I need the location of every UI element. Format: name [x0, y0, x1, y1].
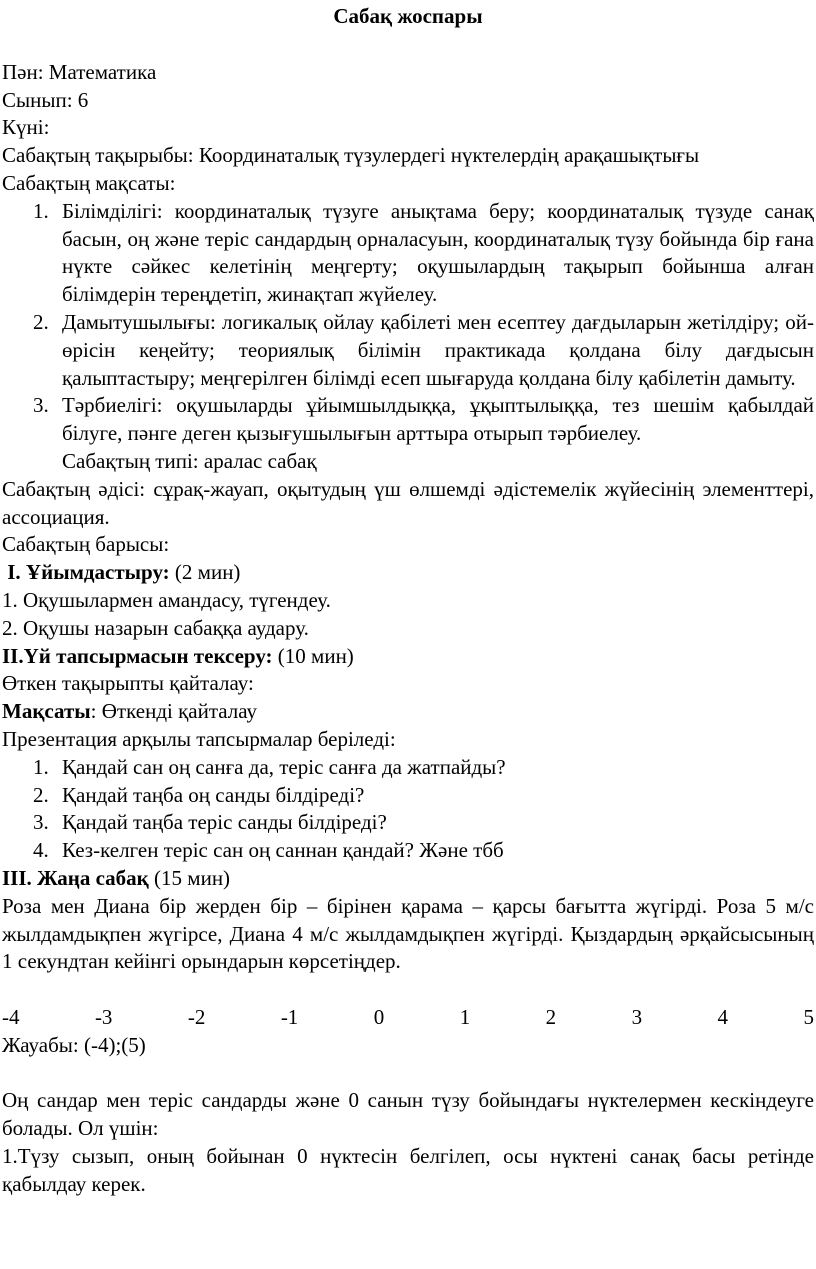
number-line-value: 5 [803, 1004, 814, 1029]
spacer [2, 31, 814, 59]
document-page [0, 3, 816, 1269]
goal-number: 2. [33, 309, 49, 334]
aim-text: : Өткенді қайталау [90, 699, 258, 724]
question-number: 2. [33, 782, 49, 807]
goal-text: Тәрбиелігі: оқушыларды ұйымшылдыққа, ұқыптылыққа, тез шешім қабылдай білуге, пәнге деген қызығушылығын арттыра отырып тәрбиелеу. [62, 393, 814, 446]
lesson-type: Сабақтың типі: аралас сабақ [62, 448, 317, 473]
section-3-title: III. Жаңа сабақ [2, 865, 149, 890]
number-line-value: -3 [94, 1004, 113, 1029]
section-1-title: I. Ұйымдастыру: [2, 560, 170, 585]
date-line: Күні: [2, 115, 50, 140]
number-line-value: 0 [373, 1004, 385, 1029]
goal-text: Білімділігі: координаталық түзуге анықтама беру; координаталық түзуде санақ басын, оң және теріс сандардың орналасуын, координаталық түзу бойында бір ғана нүкте сәйкес келетінің меңгерту; оқушылардың тақырып бойынша алған білімдерін тереңдетіп, жинақтап жүйелеу. [62, 198, 814, 307]
number-line-value: 2 [545, 1004, 557, 1029]
number-line-value: -4 [2, 1004, 20, 1029]
presentation-line: Презентация арқылы тапсырмалар беріледі: [2, 726, 396, 751]
number-line-value: -2 [187, 1004, 206, 1029]
spacer [2, 976, 814, 1004]
number-line [2, 1004, 814, 1032]
grade-line: Сынып: 6 [2, 87, 89, 112]
section-1-item: 1. Оқушылармен амандасу, түгендеу. [2, 587, 331, 612]
answer-line: Жауабы: (-4);(5) [2, 1032, 146, 1057]
question-item [2, 837, 814, 865]
spacer [2, 1059, 814, 1087]
number-line-value: -1 [280, 1004, 299, 1029]
aim-line [2, 698, 814, 726]
section-2-title: II.Үй тапсырмасын тексеру: [2, 643, 273, 668]
goal-number: 3. [33, 393, 49, 418]
step-1-text: 1.Түзу сызып, оның бойынан 0 нүктесін белгілеп, осы нүктені санақ басы ретінде қабылдау керек. [2, 1143, 814, 1196]
number-line-value: 3 [631, 1004, 643, 1029]
goal-item [2, 198, 814, 309]
goal-text: Дамытушылығы: логикалық ойлау қабілеті мен есептеу дағдыларын жетілдіру; ой-өрісін кеңейту; теориялық білімін практикада қолдана білу дағдысын қалыптастыру; меңгерілген білімді есеп шығаруда қолдана білу қабілетін дамыту. [62, 309, 814, 390]
question-number: 4. [33, 838, 49, 863]
goals-list [2, 198, 814, 448]
question-text: Қандай таңба теріс санды білдіреді? [62, 810, 387, 835]
section-3-time: (15 мин) [148, 865, 231, 890]
problem-text: Роза мен Диана бір жерден бір – бірінен қарама – қарсы бағытта жүгірді. Роза 5 м/с жылдамдықпен жүгірсе, Диана 4 м/с жылдамдықпен жүгірді. Қыздардың әрқайсысының 1 секундтан кейінгі орындарын көрсетіңдер. [2, 893, 814, 974]
question-number: 1. [33, 754, 49, 779]
question-number: 3. [33, 810, 49, 835]
aim-label: Мақсаты [2, 699, 91, 724]
section-2-heading [2, 643, 814, 671]
explanation-text: Оң сандар мен теріс сандарды және 0 санын түзу бойындағы нүктелермен кескіндеуге болады. Ол үшін: [2, 1088, 814, 1141]
section-2-time: (10 мин) [272, 643, 354, 668]
question-text: Кез-келген теріс сан оң саннан қандай? Және тбб [62, 838, 504, 863]
goals-label: Сабақтың мақсаты: [2, 170, 176, 195]
question-item [2, 782, 814, 810]
subject-line: Пән: Математика [2, 59, 157, 84]
section-1-item: 2. Оқушы назарын сабаққа аудару. [2, 615, 309, 640]
topic-line: Сабақтың тақырыбы: Координаталық түзулердегі нүктелердің арақашықтығы [2, 143, 700, 168]
goal-item [2, 309, 814, 392]
question-text: Қандай сан оң санға да, теріс санға да жатпайды? [62, 754, 506, 779]
goal-number: 1. [33, 198, 49, 223]
question-item [2, 754, 814, 782]
review-line: Өткен тақырыпты қайталау: [2, 671, 254, 696]
goal-item [2, 392, 814, 448]
page-title: Сабақ жоспары [333, 4, 483, 28]
questions-list [2, 754, 814, 865]
question-item [2, 809, 814, 837]
number-line-value: 4 [717, 1004, 728, 1029]
lesson-method: Сабақтың әдісі: сұрақ-жауап, оқытудың үш өлшемді әдістемелік жүйесінің элементтері, ассоциация. [2, 476, 814, 529]
number-line-value: 1 [459, 1004, 471, 1029]
question-text: Қандай таңба оң санды білдіреді? [62, 782, 365, 807]
section-3-heading [2, 865, 814, 893]
section-1-heading [2, 559, 814, 587]
section-1-time: (2 мин) [169, 560, 241, 585]
progress-label: Сабақтың барысы: [2, 532, 170, 557]
